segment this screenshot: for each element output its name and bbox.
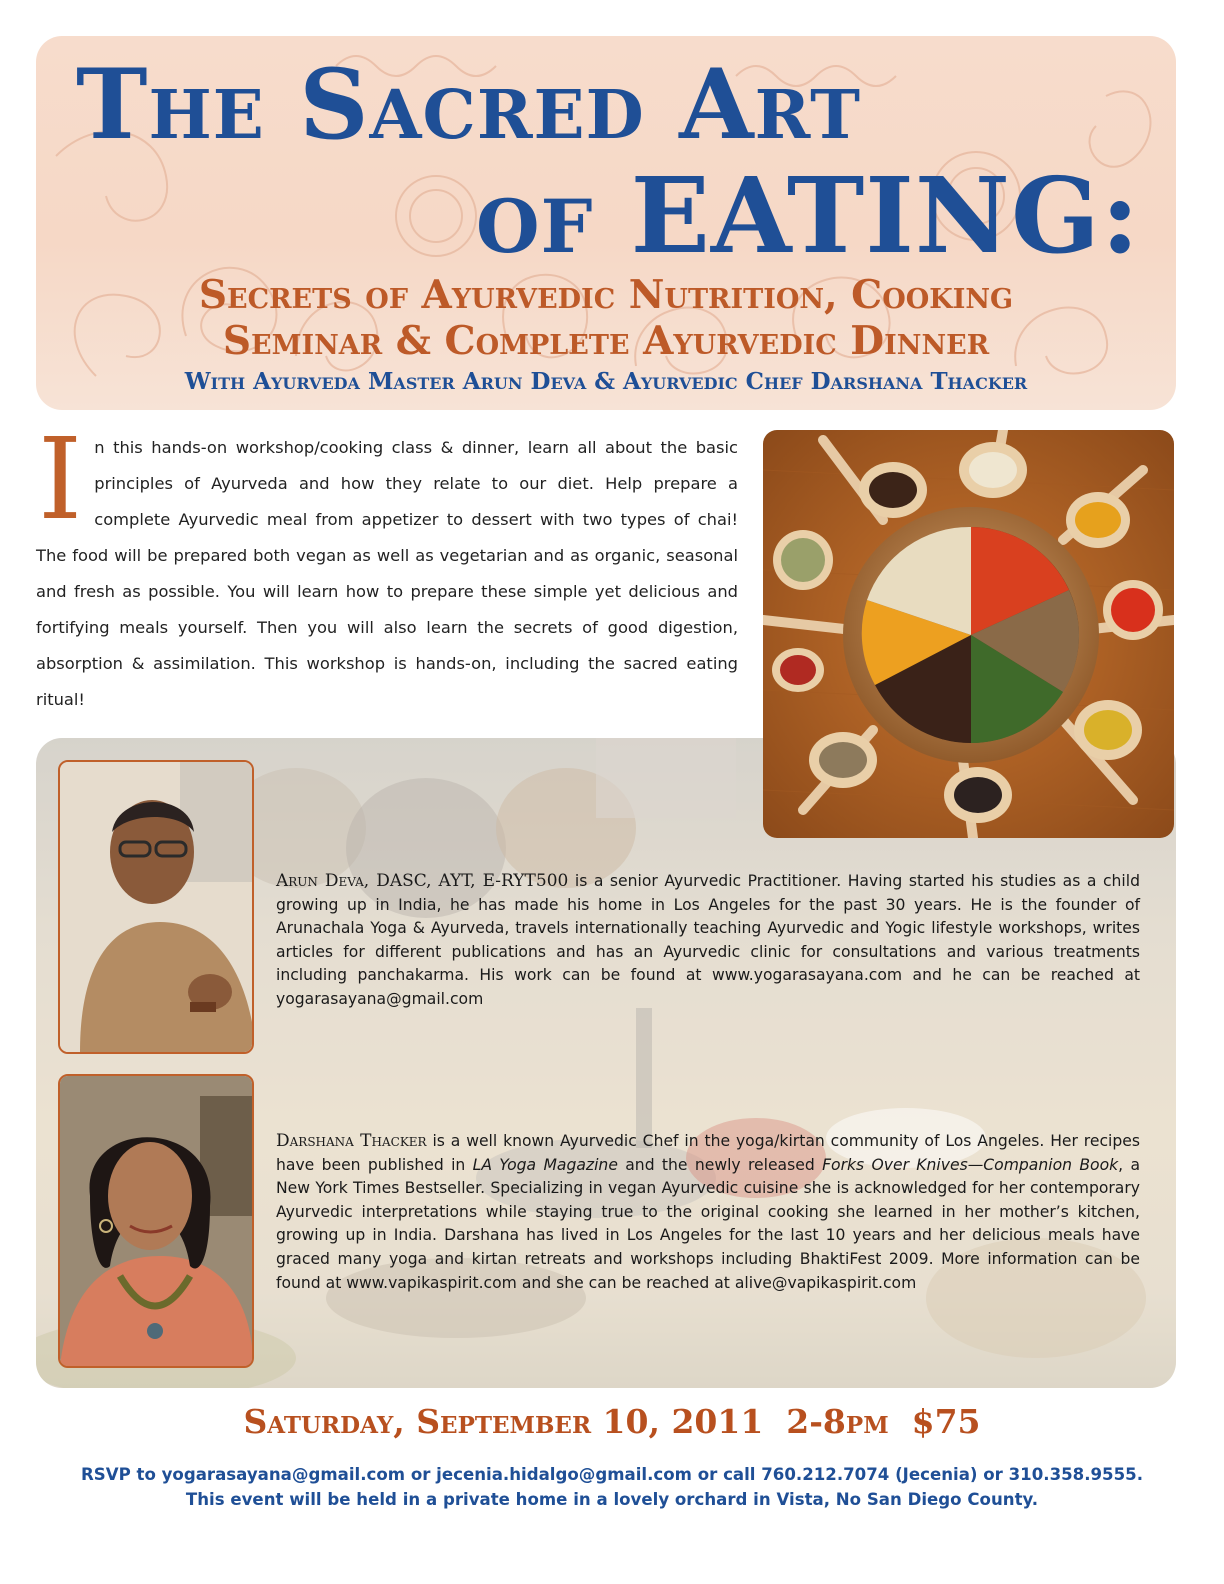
arun-deva-bio xyxy=(276,870,1140,1012)
intro-paragraph xyxy=(36,415,738,718)
title-line-2: of EATING: xyxy=(476,154,1141,277)
darshana-bio-text-2: and the newly released xyxy=(617,1155,823,1174)
subtitle-line-2: Seminar & Complete Ayurvedic Dinner xyxy=(222,318,990,364)
spice-bowl-illustration xyxy=(763,430,1174,838)
spice-bowl-photo xyxy=(763,430,1174,838)
darshana-thacker-portrait xyxy=(58,1074,254,1368)
darshana-thacker-name: Darshana Thacker xyxy=(276,1131,427,1151)
arun-deva-portrait xyxy=(58,760,254,1054)
darshana-thacker-portrait-illustration xyxy=(60,1076,252,1366)
darshana-thacker-bio xyxy=(276,1130,1140,1295)
darshana-bio-text-3: , a New York Times Bestseller. Specializing in vegan Ayurvedic cuisine she is acknowledged for her contemporary Ayurvedic interpretations while staying true to the original cooking she learned in her mother’s kitchen, growing up in India. Darshana has lived in Los Angeles for the last 10 years and her delicious meals have graced many yoga and kirtan retreats and workshops including BhaktiFest 2009. More information can be found at www.vapikaspirit.com and she can be reached at alive@vapikaspirit.com xyxy=(276,1155,1140,1292)
header-banner xyxy=(36,36,1176,410)
arun-deva-name: Arun Deva, DASC, AYT, E-RYT500 xyxy=(276,871,569,891)
la-yoga-magazine-title: LA Yoga Magazine xyxy=(472,1155,618,1174)
arun-deva-portrait-illustration xyxy=(60,762,252,1052)
drop-cap: I xyxy=(38,415,83,545)
presenters-line: With Ayurveda Master Arun Deva & Ayurvedic Chef Darshana Thacker xyxy=(184,368,1028,395)
title-line-1: The Sacred Art xyxy=(76,48,861,161)
forks-over-knives-title: Forks Over Knives—Companion Book xyxy=(822,1155,1119,1174)
rsvp-line: RSVP to yogarasayana@gmail.com or jecenia.hidalgo@gmail.com or call 760.212.7074 (Jecenia) or 310.358.9555. xyxy=(81,1465,1143,1484)
subtitle-line-1: Secrets of Ayurvedic Nutrition, Cooking xyxy=(198,272,1014,318)
intro-text: n this hands-on workshop/cooking class & dinner, learn all about the basic principles of Ayurveda and how they relate to our diet. Help prepare a complete Ayurvedic meal from appetizer to dessert with two types of chai! The food will be prepared both vegan as well as vegetarian and as organic, seasonal and fresh as possible. You will learn how to prepare these simple yet delicious and fortifying meals yourself. Then you will also learn the secrets of good digestion, absorption & assimilation. This workshop is hands-on, including the sacred eating ritual! xyxy=(36,438,738,709)
arun-deva-bio-text: is a senior Ayurvedic Practitioner. Having started his studies as a child growing up in India, he has made his home in Los Angeles for the past 30 years. He is the founder of Arunachala Yoga & Ayurveda, travels internationally teaching Ayurvedic and Yogic lifestyle workshops, writes articles for different publications and has an Ayurvedic clinic for consultations and various treatments including panchakarma. His work can be found at www.yogarasayana.com and he can be reached at yogarasayana@gmail.com xyxy=(276,872,1140,1008)
venue-line: This event will be held in a private home in a lovely orchard in Vista, No San Diego County. xyxy=(185,1490,1039,1509)
event-date-time-price: Saturday, September 10, 2011 2-8pm $75 xyxy=(243,1402,981,1441)
darshana-bio-text-1: is a well known Ayurvedic Chef in the yoga/kirtan community of Los Angeles. Her recipes have been published in xyxy=(276,1132,1140,1174)
